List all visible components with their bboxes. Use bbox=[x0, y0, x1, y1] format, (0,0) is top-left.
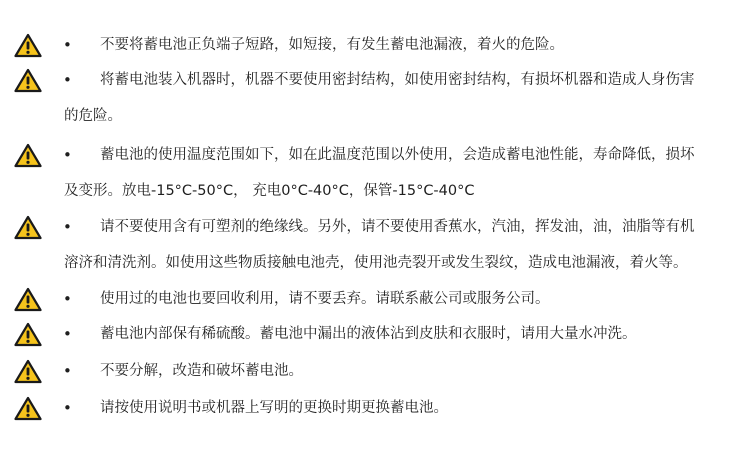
warning-triangle-icon bbox=[14, 68, 42, 93]
warning-text: 及变形。放电-15°C-50°C， 充电0°C-40°C，保管-15°C-40°C bbox=[64, 183, 475, 199]
warning-text: 请按使用说明书或机器上写明的更换时期更换蓄电池。 bbox=[100, 400, 448, 416]
bullet: • bbox=[63, 71, 72, 89]
warning-text: 溶济和清洗剂。如使用这些物质接触电池壳，使用池壳裂开或发生裂纹，造成电池漏液，着火等。 bbox=[64, 255, 688, 271]
warning-text: 蓄电池内部保有稀硫酸。蓄电池中漏出的液体沾到皮肤和衣服时，请用大量水冲洗。 bbox=[100, 326, 637, 342]
bullet: • bbox=[63, 36, 72, 54]
warning-text: 蓄电池的使用温度范围如下，如在此温度范围以外使用，会造成蓄电池性能，寿命降低，损坏 bbox=[100, 147, 695, 163]
bullet: • bbox=[63, 325, 72, 343]
warning-triangle-icon bbox=[14, 396, 42, 421]
warning-text: 请不要使用含有可塑剂的绝缘线。另外，请不要使用香蕉水，汽油，挥发油，油，油脂等有机 bbox=[100, 219, 695, 235]
warning-triangle-icon bbox=[14, 33, 42, 58]
warning-text: 的危险。 bbox=[64, 108, 122, 124]
bullet: • bbox=[63, 218, 72, 236]
bullet: • bbox=[63, 146, 72, 164]
bullet: • bbox=[63, 290, 72, 308]
warning-text: 使用过的电池也要回收利用，请不要丢弃。请联系蔽公司或服务公司。 bbox=[100, 291, 550, 307]
warning-triangle-icon bbox=[14, 287, 42, 312]
warning-text: 将蓄电池装入机器时，机器不要使用密封结构，如使用密封结构，有损坏机器和造成人身伤害 bbox=[100, 72, 695, 88]
warning-triangle-icon bbox=[14, 215, 42, 240]
warning-text: 不要将蓄电池正负端子短路，如短接，有发生蓄电池漏液，着火的危险。 bbox=[100, 37, 564, 53]
warning-text: 不要分解，改造和破坏蓄电池。 bbox=[100, 363, 303, 379]
warning-triangle-icon bbox=[14, 359, 42, 384]
bullet: • bbox=[63, 399, 72, 417]
warning-triangle-icon bbox=[14, 143, 42, 168]
warning-triangle-icon bbox=[14, 322, 42, 347]
bullet: • bbox=[63, 362, 72, 380]
